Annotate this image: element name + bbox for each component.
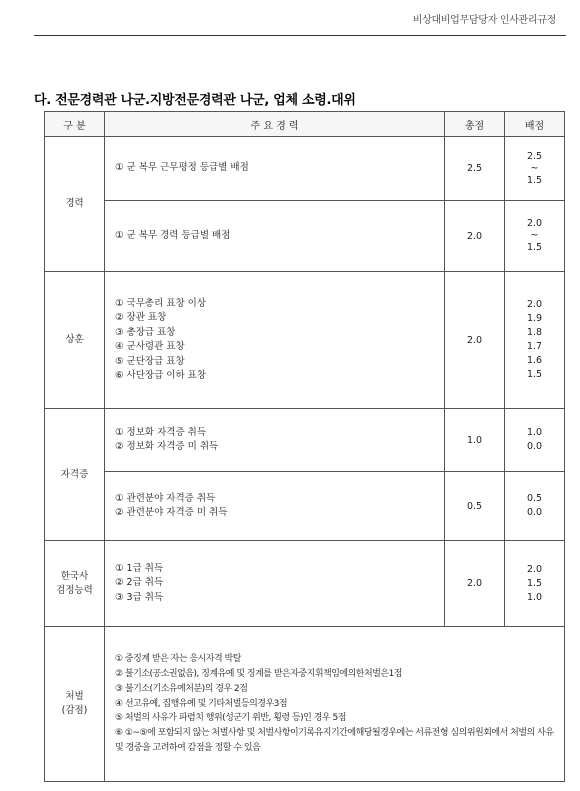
- content-cell: [105, 627, 565, 782]
- total-cell: 2.0: [445, 272, 505, 409]
- category-line: 처벌: [65, 691, 84, 702]
- header-rule: [34, 35, 566, 36]
- category-line: 한국사: [60, 570, 89, 582]
- list-item: ② 2급 취득: [115, 577, 164, 589]
- list-item: ① 관련분야 자격증 취득: [115, 492, 216, 504]
- points-value: 2.0: [526, 563, 543, 575]
- content-cell: [105, 472, 445, 541]
- total-cell: 2.0: [445, 201, 505, 272]
- table-row: [45, 409, 565, 472]
- list-item: ⑥ ①~⑤에 포함되지 않는 처벌사항 및 처벌사항이기록유지기간에해당될경우에는 서류전형 심의위원회에서 처벌의 사유 및 경중을 고려하여 감점을 정할 수 있음: [115, 728, 554, 753]
- points-min: 1.5: [526, 242, 543, 253]
- scoring-table: [44, 111, 565, 782]
- table-header-row: [45, 112, 565, 137]
- points-cell: [505, 472, 565, 541]
- points-value: 2.0: [526, 299, 543, 310]
- points-value: 0.0: [526, 441, 543, 452]
- table-row: [45, 201, 565, 272]
- list-item: ② 불기소(공소권없음), 징계유예 및 징계를 받은자중지휘책임에의한처벌은1점: [115, 669, 402, 679]
- header-category: 구 분: [45, 112, 105, 137]
- list-item: ④ 선고유예, 집행유예 및 기타처벌등의경우3점: [115, 698, 288, 709]
- points-value: 1.6: [526, 355, 543, 366]
- list-item: ① 정보화 자격증 취득: [115, 426, 206, 438]
- points-value: 1.5: [526, 577, 543, 589]
- points-value: 1.9: [526, 313, 543, 324]
- category-line: 검정능력: [56, 584, 93, 596]
- points-value: 1.8: [526, 327, 543, 338]
- list-item: ③ 3급 취득: [115, 591, 164, 603]
- content-cell: [105, 137, 445, 201]
- section-title: 다. 전문경력관 나군.지방전문경력관 나군, 업체 소령.대위: [34, 93, 356, 108]
- points-range-tilde: ~: [530, 162, 539, 174]
- list-item: ① 군 복무 근무평정 등급별 배점: [115, 162, 249, 174]
- table-row: [45, 137, 565, 201]
- points-cell: [505, 272, 565, 409]
- points-value: 0.5: [526, 493, 543, 504]
- list-item: ① 군 복무 경력 등급별 배점: [115, 229, 231, 241]
- category-penalty: [45, 627, 105, 782]
- category-history: [45, 541, 105, 627]
- points-min: 1.5: [526, 174, 543, 186]
- category-line: (감점): [61, 705, 88, 716]
- list-item: ② 장관 표창: [115, 312, 167, 323]
- header-content: 주 요 경 력: [105, 112, 445, 137]
- points-value: 1.5: [526, 369, 543, 380]
- total-cell: 1.0: [445, 409, 505, 472]
- content-cell: [105, 541, 445, 627]
- points-max: 2.5: [526, 150, 543, 162]
- points-cell: [505, 137, 565, 201]
- table-row: [45, 472, 565, 541]
- category-career: 경력: [45, 137, 105, 272]
- list-item: ⑥ 사단장급 이하 표창: [115, 370, 206, 381]
- list-item: ① 1급 취득: [115, 562, 164, 574]
- points-value: 1.0: [526, 427, 543, 438]
- header-total: 총점: [445, 112, 505, 137]
- points-value: 1.7: [526, 341, 543, 352]
- content-cell: [105, 409, 445, 472]
- list-item: ④ 군사령관 표창: [115, 341, 185, 352]
- points-value: 1.0: [526, 591, 543, 603]
- header-points: 배점: [505, 112, 565, 137]
- list-item: ③ 불기소(기소유예처분)의 경우 2점: [115, 683, 248, 694]
- category-awards: 상훈: [45, 272, 105, 409]
- table-row: [45, 272, 565, 409]
- points-value: 0.0: [526, 507, 543, 518]
- list-item: ① 중징계 받은 자는 응시자격 박탈: [115, 654, 241, 665]
- table-row: [45, 541, 565, 627]
- list-item: ③ 총장급 표창: [115, 326, 176, 338]
- table-row: [45, 627, 565, 782]
- total-cell: 2.5: [445, 137, 505, 201]
- list-item: ① 국무총리 표창 이상: [115, 297, 206, 309]
- total-cell: 2.0: [445, 541, 505, 627]
- list-item: ② 정보화 자격증 미 취득: [115, 441, 219, 452]
- points-cell: [505, 541, 565, 627]
- total-cell: 0.5: [445, 472, 505, 541]
- points-range-tilde: ~: [530, 230, 539, 241]
- list-item: ⑤ 처벌의 사유가 파렴치 행위(성군기 위반, 횡령 등)인 경우 5점: [115, 713, 346, 724]
- document-header: 비상대비업무담당자 인사관리규정: [412, 15, 556, 26]
- list-item: ⑤ 군단장급 표창: [115, 355, 185, 367]
- points-cell: [505, 409, 565, 472]
- category-license: 자격증: [45, 409, 105, 541]
- list-item: ② 관련분야 자격증 미 취득: [115, 507, 228, 518]
- points-cell: [505, 201, 565, 272]
- content-cell: [105, 272, 445, 409]
- content-cell: [105, 201, 445, 272]
- points-max: 2.0: [526, 218, 543, 229]
